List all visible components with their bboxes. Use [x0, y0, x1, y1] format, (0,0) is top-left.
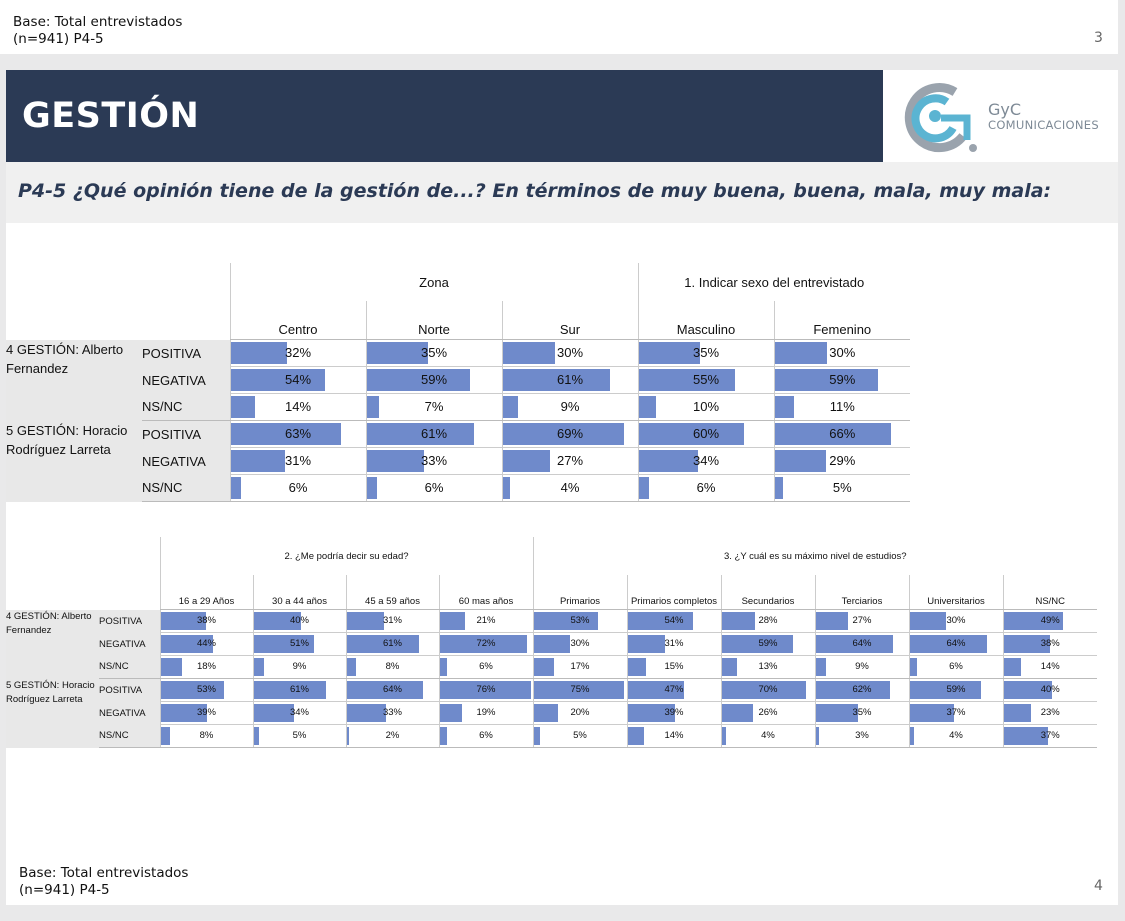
row-label: NEGATIVA — [142, 367, 230, 394]
data-cell — [638, 448, 774, 475]
question-bar — [6, 162, 1118, 223]
value-label: 30% — [829, 345, 856, 360]
data-cell — [627, 702, 721, 725]
value-label: 31% — [382, 615, 402, 626]
row-label: POSITIVA — [99, 679, 160, 702]
value-label: 9% — [560, 399, 580, 414]
value-label: 33% — [420, 453, 448, 468]
data-cell — [253, 702, 346, 725]
data-cell — [346, 702, 439, 725]
value-label: 64% — [946, 638, 966, 649]
page-number: 4 — [1094, 878, 1103, 894]
data-cell — [638, 394, 774, 421]
candidate-label: 4 GESTIÓN: Alberto Fernandez — [6, 610, 99, 679]
value-label: 31% — [664, 638, 684, 649]
data-cell — [160, 702, 253, 725]
data-cell — [909, 656, 1003, 679]
value-label: 38% — [1040, 638, 1060, 649]
value-label: 35% — [852, 707, 872, 718]
value-label: 37% — [946, 707, 966, 718]
column-header: Centro — [230, 301, 366, 340]
data-cell — [253, 633, 346, 656]
column-header: Sur — [502, 301, 638, 340]
value-label: 55% — [692, 372, 720, 387]
value-label: 64% — [382, 684, 402, 695]
data-cell — [502, 394, 638, 421]
data-cell — [721, 633, 815, 656]
value-label: 7% — [424, 399, 444, 414]
data-cell — [638, 340, 774, 367]
data-cell — [439, 633, 533, 656]
value-label: 11% — [829, 399, 855, 414]
row-label: POSITIVA — [142, 340, 230, 367]
data-cell — [160, 610, 253, 633]
candidate-label: 4 GESTIÓN: Alberto Fernandez — [6, 340, 142, 421]
value-label: 59% — [758, 638, 778, 649]
data-cell — [366, 475, 502, 502]
value-label: 4% — [949, 730, 963, 741]
data-cell — [774, 367, 910, 394]
data-cell — [366, 367, 502, 394]
data-cell — [815, 679, 909, 702]
data-cell — [533, 656, 627, 679]
value-label: 35% — [420, 345, 448, 360]
header-spacer — [6, 263, 230, 301]
data-cell — [439, 610, 533, 633]
data-cell — [533, 702, 627, 725]
value-label: 31% — [284, 453, 312, 468]
column-header: Primarios — [533, 575, 627, 610]
data-cell — [1003, 633, 1097, 656]
data-cell — [346, 725, 439, 748]
row-label: NEGATIVA — [99, 633, 160, 656]
data-cell — [366, 448, 502, 475]
value-label: 47% — [664, 684, 684, 695]
value-label: 6% — [424, 480, 444, 495]
row-label: NS/NC — [99, 656, 160, 679]
data-cell — [627, 725, 721, 748]
value-label: 9% — [855, 661, 869, 672]
value-label: 13% — [758, 661, 778, 672]
data-cell — [230, 421, 366, 448]
value-label: 2% — [385, 730, 400, 741]
gyc-logo-icon — [897, 78, 987, 158]
value-label: 51% — [289, 638, 309, 649]
data-cell — [1003, 702, 1097, 725]
column-header: 60 mas años — [439, 575, 533, 610]
data-cell — [533, 679, 627, 702]
header-spacer — [6, 575, 160, 610]
data-cell — [1003, 610, 1097, 633]
value-label: 35% — [692, 345, 720, 360]
value-label: 6% — [479, 661, 493, 672]
data-cell — [502, 448, 638, 475]
value-label: 53% — [570, 615, 590, 626]
row-label: POSITIVA — [142, 421, 230, 448]
data-cell — [253, 656, 346, 679]
value-label: 60% — [692, 426, 720, 441]
value-label: 6% — [288, 480, 308, 495]
value-label: 15% — [664, 661, 684, 672]
value-label: 34% — [289, 707, 309, 718]
data-cell — [346, 610, 439, 633]
value-label: 30% — [556, 345, 584, 360]
base-note — [13, 14, 182, 48]
value-label: 32% — [284, 345, 312, 360]
data-cell — [366, 340, 502, 367]
data-cell — [533, 725, 627, 748]
base-note — [19, 865, 188, 899]
column-header: Secundarios — [721, 575, 815, 610]
row-label: NEGATIVA — [142, 448, 230, 475]
data-cell — [909, 633, 1003, 656]
column-group-header: 3. ¿Y cuál es su máximo nivel de estudios? — [533, 537, 1097, 575]
data-cell — [366, 421, 502, 448]
title-bar — [6, 70, 883, 162]
value-label: 72% — [476, 638, 496, 649]
data-cell — [721, 610, 815, 633]
value-label: 61% — [420, 426, 448, 441]
column-header: Universitarios — [909, 575, 1003, 610]
data-cell — [721, 656, 815, 679]
base-line-2: (n=941) P4-5 — [13, 31, 104, 47]
value-label: 39% — [196, 707, 216, 718]
column-group-header: 2. ¿Me podría decir su edad? — [160, 537, 533, 575]
data-cell — [160, 633, 253, 656]
value-label: 27% — [852, 615, 872, 626]
value-label: 59% — [946, 684, 966, 695]
data-cell — [627, 656, 721, 679]
data-cell — [502, 367, 638, 394]
data-cell — [533, 633, 627, 656]
value-label: 10% — [692, 399, 720, 414]
row-label: POSITIVA — [99, 610, 160, 633]
data-cell — [815, 656, 909, 679]
data-cell — [160, 679, 253, 702]
data-cell — [721, 725, 815, 748]
data-cell — [439, 679, 533, 702]
data-cell — [815, 725, 909, 748]
logo-wordmark: GyC — [988, 100, 1022, 119]
data-cell — [346, 656, 439, 679]
data-cell — [774, 394, 910, 421]
value-label: 23% — [1040, 707, 1060, 718]
value-label: 64% — [852, 638, 872, 649]
value-label: 75% — [570, 684, 590, 695]
data-cell — [502, 475, 638, 502]
data-cell — [439, 702, 533, 725]
value-label: 18% — [196, 661, 216, 672]
value-label: 54% — [284, 372, 312, 387]
column-header: Femenino — [774, 301, 910, 340]
column-header: Norte — [366, 301, 502, 340]
base-line-1: Base: Total entrevistados — [19, 865, 189, 881]
table-zona-sexo — [6, 263, 910, 502]
data-cell — [346, 679, 439, 702]
data-cell — [253, 725, 346, 748]
value-label: 29% — [829, 453, 856, 468]
value-label: 63% — [284, 426, 312, 441]
data-cell — [230, 475, 366, 502]
data-cell — [502, 340, 638, 367]
column-header: Terciarios — [815, 575, 909, 610]
value-label: 34% — [692, 453, 720, 468]
value-label: 40% — [289, 615, 309, 626]
value-label: 6% — [696, 480, 716, 495]
value-label: 66% — [829, 426, 856, 441]
data-cell — [909, 679, 1003, 702]
column-group-header: 1. Indicar sexo del entrevistado — [638, 263, 910, 301]
value-label: 61% — [382, 638, 402, 649]
data-cell — [502, 421, 638, 448]
data-cell — [627, 679, 721, 702]
table-edad-estudios — [6, 537, 1097, 748]
base-line-1: Base: Total entrevistados — [13, 14, 183, 30]
slide-title: GESTIÓN — [22, 96, 200, 136]
value-label: 5% — [573, 730, 587, 741]
base-line-2: (n=941) P4-5 — [19, 882, 110, 898]
data-cell — [230, 340, 366, 367]
data-cell — [721, 702, 815, 725]
data-cell — [253, 610, 346, 633]
slide — [6, 70, 1118, 905]
data-cell — [1003, 725, 1097, 748]
value-label: 59% — [420, 372, 448, 387]
value-label: 28% — [758, 615, 778, 626]
data-cell — [1003, 679, 1097, 702]
value-label: 4% — [560, 480, 580, 495]
value-label: 26% — [758, 707, 778, 718]
row-label: NEGATIVA — [99, 702, 160, 725]
value-label: 6% — [479, 730, 493, 741]
value-label: 14% — [1040, 661, 1060, 672]
column-header: Primarios completos — [627, 575, 721, 610]
data-cell — [638, 421, 774, 448]
value-label: 30% — [570, 638, 590, 649]
value-label: 3% — [855, 730, 869, 741]
data-cell — [160, 656, 253, 679]
row-label: NS/NC — [142, 394, 230, 421]
data-cell — [909, 702, 1003, 725]
value-label: 9% — [292, 661, 307, 672]
value-label: 69% — [556, 426, 584, 441]
data-cell — [638, 475, 774, 502]
candidate-label: 5 GESTIÓN: Horacio Rodríguez Larreta — [6, 679, 99, 748]
data-cell — [439, 656, 533, 679]
value-label: 54% — [664, 615, 684, 626]
value-label: 14% — [284, 399, 312, 414]
column-group-header: Zona — [230, 263, 638, 301]
data-cell — [815, 610, 909, 633]
value-label: 17% — [570, 661, 590, 672]
value-label: 53% — [196, 684, 216, 695]
value-label: 76% — [476, 684, 496, 695]
value-label: 70% — [758, 684, 778, 695]
data-cell — [815, 702, 909, 725]
data-cell — [774, 448, 910, 475]
data-cell — [439, 725, 533, 748]
value-label: 30% — [946, 615, 966, 626]
value-label: 62% — [852, 684, 872, 695]
data-cell — [909, 610, 1003, 633]
data-cell — [160, 725, 253, 748]
value-label: 37% — [1040, 730, 1060, 741]
value-label: 61% — [556, 372, 584, 387]
value-label: 40% — [1040, 684, 1060, 695]
value-label: 21% — [476, 615, 496, 626]
logo-subtitle: COMUNICACIONES — [988, 118, 1099, 132]
value-label: 59% — [829, 372, 856, 387]
data-cell — [774, 475, 910, 502]
value-label: 33% — [382, 707, 402, 718]
column-header: 45 a 59 años — [346, 575, 439, 610]
candidate-label: 5 GESTIÓN: Horacio Rodríguez Larreta — [6, 421, 142, 502]
value-label: 38% — [196, 615, 216, 626]
previous-slide-footer — [0, 0, 1118, 54]
row-label: NS/NC — [142, 475, 230, 502]
data-cell — [721, 679, 815, 702]
value-label: 39% — [664, 707, 684, 718]
data-cell — [230, 367, 366, 394]
data-cell — [638, 367, 774, 394]
row-label: NS/NC — [99, 725, 160, 748]
value-label: 5% — [832, 480, 852, 495]
data-cell — [1003, 656, 1097, 679]
value-label: 19% — [476, 707, 496, 718]
column-header: Masculino — [638, 301, 774, 340]
column-header: NS/NC — [1003, 575, 1097, 610]
data-cell — [346, 633, 439, 656]
value-label: 14% — [664, 730, 684, 741]
value-label: 5% — [292, 730, 307, 741]
data-cell — [774, 421, 910, 448]
value-label: 4% — [761, 730, 775, 741]
value-label: 61% — [289, 684, 309, 695]
header-spacer — [6, 537, 160, 575]
gyc-logo — [883, 70, 1118, 162]
data-cell — [815, 633, 909, 656]
data-cell — [774, 340, 910, 367]
value-label: 49% — [1040, 615, 1060, 626]
value-label: 8% — [199, 730, 214, 741]
data-cell — [627, 633, 721, 656]
data-cell — [909, 725, 1003, 748]
value-label: 44% — [196, 638, 216, 649]
column-header: 16 a 29 Años — [160, 575, 253, 610]
data-cell — [253, 679, 346, 702]
value-label: 8% — [385, 661, 400, 672]
data-cell — [366, 394, 502, 421]
page-number: 3 — [1094, 30, 1103, 46]
data-cell — [533, 610, 627, 633]
value-label: 20% — [570, 707, 590, 718]
data-cell — [627, 610, 721, 633]
question-text: P4-5 ¿Qué opinión tiene de la gestión de...? En términos de muy buena, buena, mala, muy mala: — [18, 180, 1052, 202]
data-cell — [230, 394, 366, 421]
column-header: 30 a 44 años — [253, 575, 346, 610]
value-label: 6% — [949, 661, 963, 672]
header-spacer — [6, 301, 230, 340]
data-cell — [230, 448, 366, 475]
value-label: 27% — [556, 453, 584, 468]
